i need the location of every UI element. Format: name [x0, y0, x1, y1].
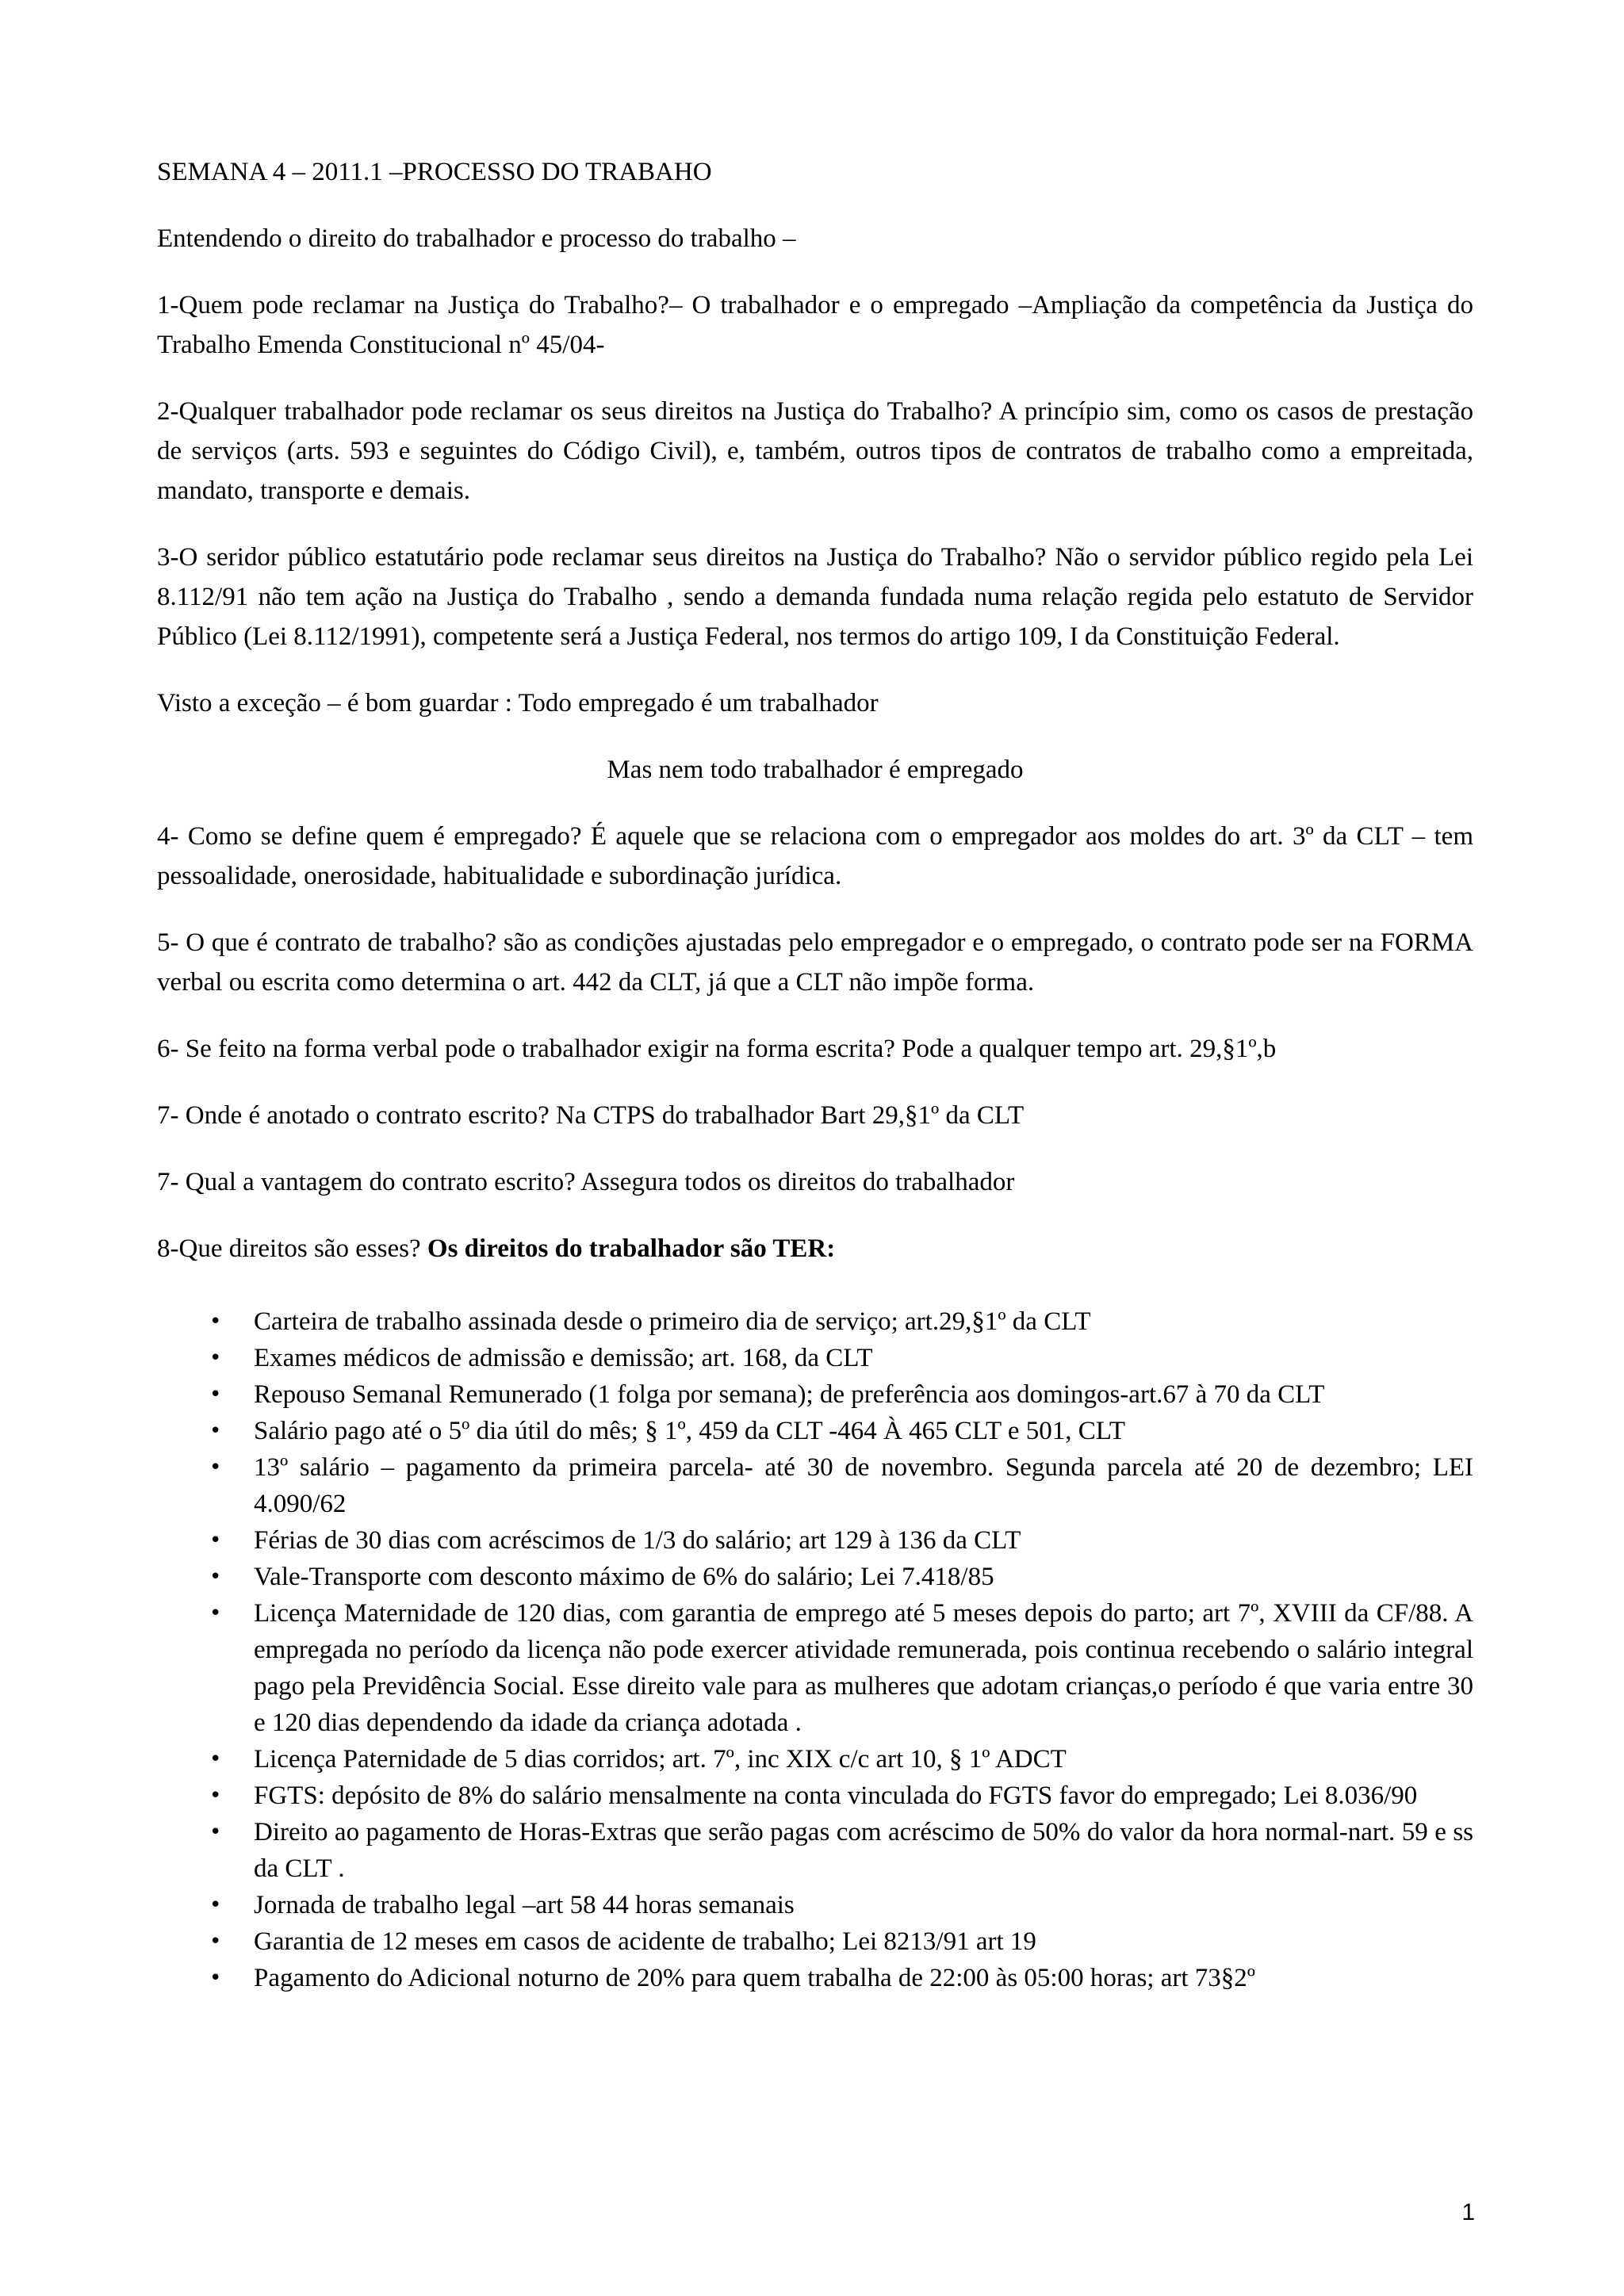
bullet-icon: • [209, 1820, 222, 1844]
question-8 [157, 1229, 1473, 1269]
list-item [157, 1595, 1473, 1741]
list-item [157, 1777, 1473, 1814]
document-subtitle: Entendendo o direito do trabalhador e processo do trabalho – [157, 224, 796, 253]
bullet-icon: • [209, 1346, 222, 1370]
list-item-text: Garantia de 12 meses em casos de acidente de trabalho; Lei 8213/91 art 19 [254, 1927, 1036, 1956]
page-number: 1 [1461, 2199, 1475, 2225]
list-item [157, 1814, 1473, 1887]
question-7-advantage: 7- Qual a vantagem do contrato escrito? Assegura todos os direitos do trabalhador [157, 1168, 1015, 1196]
list-item-text: Férias de 30 dias com acréscimos de 1/3 do salário; art 129 à 136 da CLT [254, 1526, 1021, 1555]
question-2: 2-Qualquer trabalhador pode reclamar os seus direitos na Justiça do Trabalho? A princípio sim, como os casos de prestação de serviços (arts. 593 e seguintes do Código Civil), e, também, outros tipos de contratos de trabalho como a empreitada, mandato, transporte e demais. [157, 397, 1473, 505]
list-item-text: Salário pago até o 5º dia útil do mês; § 1º, 459 da CLT -464 À 465 CLT e 501, CLT [254, 1417, 1126, 1445]
list-item-text: Repouso Semanal Remunerado (1 folga por semana); de preferência aos domingos-art.67 à 70 da CLT [254, 1380, 1325, 1409]
bullet-icon: • [209, 1747, 222, 1771]
bullet-icon: • [209, 1419, 222, 1443]
exception-line-1: Visto a exceção – é bom guardar : Todo empregado é um trabalhador [157, 689, 879, 718]
list-item [157, 1303, 1473, 1340]
list-item-text: FGTS: depósito de 8% do salário mensalmente na conta vinculada do FGTS favor do empregado; Lei 8.036/90 [254, 1781, 1418, 1810]
list-item [157, 1960, 1473, 1996]
rights-list [157, 1303, 1473, 1996]
question-7-where: 7- Onde é anotado o contrato escrito? Na CTPS do trabalhador Bart 29,§1º da CLT [157, 1101, 1025, 1130]
bullet-icon: • [209, 1565, 222, 1589]
bullet-icon: • [209, 1893, 222, 1917]
list-item [157, 1376, 1473, 1413]
list-item [157, 1559, 1473, 1595]
bullet-icon: • [209, 1784, 222, 1808]
question-4: 4- Como se define quem é empregado? É aquele que se relaciona com o empregador aos moldes do art. 3º da CLT – tem pessoalidade, onerosidade, habitualidade e subordinação jurídica. [157, 822, 1473, 890]
bullet-icon: • [209, 1310, 222, 1334]
exception-line-2: Mas nem todo trabalhador é empregado [607, 756, 1024, 784]
bullet-icon: • [209, 1930, 222, 1954]
bullet-icon: • [209, 1456, 222, 1479]
list-item-text: Jornada de trabalho legal –art 58 44 horas semanais [254, 1891, 795, 1919]
question-1: 1-Quem pode reclamar na Justiça do Trabalho?– O trabalhador e o empregado –Ampliação da competência da Justiça do Trabalho Emenda Constitucional nº 45/04- [157, 291, 1473, 359]
list-item-text: Vale-Transporte com desconto máximo de 6% do salário; Lei 7.418/85 [254, 1563, 994, 1591]
bullet-icon: • [209, 1529, 222, 1552]
question-3: 3-O seridor público estatutário pode reclamar seus direitos na Justiça do Trabalho? Não o servidor público regido pela Lei 8.112/91 não tem ação na Justiça do Trabalho , sendo a demanda fundada numa relação regida pelo estatuto de Servidor Público (Lei 8.112/1991), competente será a Justiça Federal, nos termos do artigo 109, I da Constituição Federal. [157, 543, 1473, 651]
list-item [157, 1887, 1473, 1923]
list-item-text: Pagamento do Adicional noturno de 20% para quem trabalha de 22:00 às 05:00 horas; art 73§2º [254, 1964, 1256, 1992]
list-item [157, 1340, 1473, 1376]
list-item [157, 1449, 1473, 1522]
list-item [157, 1923, 1473, 1960]
list-item-text: 13º salário – pagamento da primeira parcela- até 30 de novembro. Segunda parcela até 20 de dezembro; LEI 4.090/62 [254, 1453, 1473, 1518]
list-item [157, 1741, 1473, 1777]
question-8-text: 8-Que direitos são esses? [157, 1234, 427, 1263]
bullet-icon: • [209, 1966, 222, 1990]
list-item [157, 1522, 1473, 1559]
list-item-text: Licença Maternidade de 120 dias, com garantia de emprego até 5 meses depois do parto; art 7º, XVIII da CF/88. A empregada no período da licença não pode exercer atividade remunerada, pois continua recebendo o salário integral pago pela Previdência Social. Esse direito vale para as mulheres que adotam crianças,o período é que varia entre 30 e 120 dias dependendo da idade da criança adotada . [254, 1599, 1473, 1737]
list-item-text: Carteira de trabalho assinada desde o primeiro dia de serviço; art.29,§1º da CLT [254, 1307, 1091, 1336]
list-item-text: Exames médicos de admissão e demissão; art. 168, da CLT [254, 1344, 873, 1372]
list-item-text: Licença Paternidade de 5 dias corridos; art. 7º, inc XIX c/c art 10, § 1º ADCT [254, 1745, 1067, 1774]
question-8-bold-text: Os direitos do trabalhador são TER: [427, 1234, 836, 1263]
bullet-icon: • [209, 1601, 222, 1625]
list-item-text: Direito ao pagamento de Horas-Extras que serão pagas com acréscimo de 50% do valor da hora normal-nart. 59 e ss da CLT . [254, 1818, 1473, 1883]
question-6: 6- Se feito na forma verbal pode o trabalhador exigir na forma escrita? Pode a qualquer tempo art. 29,§1º,b [157, 1035, 1277, 1063]
question-5: 5- O que é contrato de trabalho? são as condições ajustadas pelo empregador e o empregado, o contrato pode ser na FORMA verbal ou escrita como determina o art. 442 da CLT, já que a CLT não impõe forma. [157, 928, 1473, 997]
bullet-icon: • [209, 1383, 222, 1406]
list-item [157, 1413, 1473, 1449]
document-title: SEMANA 4 – 2011.1 –PROCESSO DO TRABAHO [157, 158, 712, 186]
document-page [157, 152, 1473, 1996]
